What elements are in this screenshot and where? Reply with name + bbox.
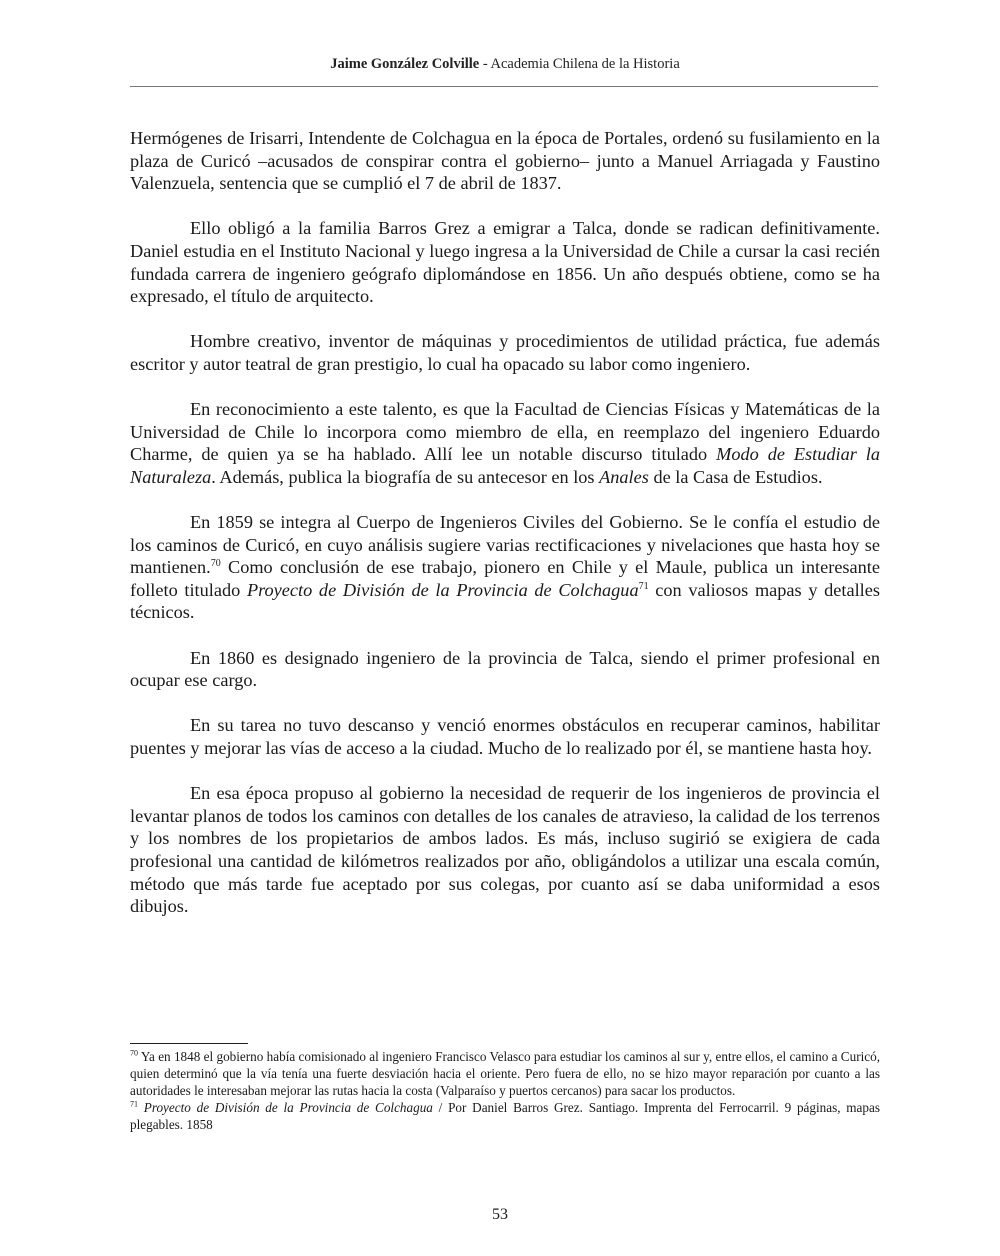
- paragraph-4: [130, 398, 880, 488]
- paragraph-4-text-a: En reconocimiento a este talento, es que la Facultad de Ciencias Físicas y Matemáticas de la Universidad de Chile lo incorpora como miembro de ella, en reemplazo del ingeniero Eduardo Charme, de quien ya se ha hablado. Allí lee un notable discurso titulado: [130, 399, 880, 465]
- paragraph-5-text-a: En 1859 se integra al Cuerpo de Ingenieros Civiles del Gobierno. Se le confía el estudio de los caminos de Curicó, en cuyo análisis sugiere varias rectificaciones y nivelaciones que hasta hoy se mantienen.: [130, 512, 880, 578]
- footnote-ref-70: 70: [210, 558, 221, 570]
- body-text: [130, 127, 880, 918]
- paragraph-3: Hombre creativo, inventor de máquinas y procedimientos de utilidad práctica, fue además escritor y autor teatral de gran prestigio, lo cual ha opacado su labor como ingeniero.: [130, 331, 880, 374]
- paragraph-2: Ello obligó a la familia Barros Grez a emigrar a Talca, donde se radican definitivamente. Daniel estudia en el Instituto Nacional y luego ingresa a la Universidad de Chile a cursar la casi recién fundada carrera de ingeniero geógrafo diplomándose en 1856. Un año después obtiene, como se ha expresado, el título de arquitecto.: [130, 218, 880, 307]
- paragraph-4-text-c: de la Casa de Estudios.: [648, 466, 823, 487]
- paragraph-7: En su tarea no tuvo descanso y venció enormes obstáculos en recuperar caminos, habilitar puentes y mejorar las vías de acceso a la ciudad. Mucho de lo realizado por él, se mantiene hasta hoy.: [130, 715, 880, 759]
- page-number: 53: [492, 1206, 508, 1223]
- footnote-71: [130, 1099, 880, 1133]
- footnote-71-title: Proyecto de División de la Provincia de Colchagua: [143, 1100, 433, 1115]
- footnote-70-text: Ya en 1848 el gobierno había comisionado al ingeniero Francisco Velasco para estudiar los caminos al sur y, entre ellos, el camino a Curicó, quien determinó que la vía tenía una fuerte desviación hacia el oriente. Pero fuera de ello, no se hizo mayor reparación por cuanto a las autoridades le interesaban mejorar las rutas hacia la costa (Valparaíso y puertos cercanos) para sacar los productos.: [130, 1049, 880, 1098]
- paragraph-5: [130, 511, 880, 624]
- paragraph-5-text-b: Como conclusión de ese trabajo, pionero en Chile y el Maule, publica un interesante folleto titulado: [130, 557, 880, 600]
- paragraph-4-title-anales: Anales: [599, 466, 649, 487]
- paragraph-1: Hermógenes de Irisarri, Intendente de Colchagua en la época de Portales, ordenó su fusilamiento en la plaza de Curicó –acusados de conspirar contra el gobierno– junto a Manuel Arriagada y Faustino Valenzuela, sentencia que se cumplió el 7 de abril de 1837.: [130, 128, 880, 194]
- footnote-71-text: / Por Daniel Barros Grez. Santiago. Imprenta del Ferrocarril. 9 páginas, mapas plegables. 1858: [130, 1100, 880, 1132]
- header-separator: -: [479, 56, 491, 72]
- footnote-70: [130, 1048, 880, 1099]
- header-rule: [130, 86, 878, 87]
- footnote-ref-71: 71: [638, 580, 649, 592]
- paragraph-5-text-c: con valiosos mapas y detalles técnicos.: [130, 579, 880, 623]
- footnote-71-number: 71: [130, 1099, 138, 1109]
- header-author: Jaime González Colville: [330, 56, 480, 72]
- header-institution: Academia Chilena de la Historia: [490, 56, 680, 72]
- running-header: [130, 56, 880, 73]
- footnote-rule: [130, 1043, 248, 1044]
- paragraph-5-title-proyecto: Proyecto de División de la Provincia de Colchagua: [246, 579, 639, 600]
- footnotes: [130, 1048, 880, 1133]
- paragraph-6: En 1860 es designado ingeniero de la provincia de Talca, siendo el primer profesional en ocupar ese cargo.: [130, 647, 880, 691]
- paragraph-4-title-discurso: Modo de Estudiar la Naturaleza: [130, 444, 880, 487]
- paragraph-8: En esa época propuso al gobierno la necesidad de requerir de los ingenieros de provincia el levantar planos de todos los caminos con detalles de los canales de atravieso, la calidad de los terrenos y los nombres de los propietarios de ambos lados. Es más, incluso sugirió se exigiera de cada profesional una cantidad de kilómetros realizados por año, obligándolos a utilizar una escala común, método que más tarde fue aceptado por sus colegas, por cuanto así se daba uniformidad a esos dibujos.: [130, 783, 880, 917]
- footnote-70-number: 70: [130, 1048, 138, 1058]
- paragraph-4-text-b: . Además, publica la biografía de su antecesor en los: [211, 466, 600, 487]
